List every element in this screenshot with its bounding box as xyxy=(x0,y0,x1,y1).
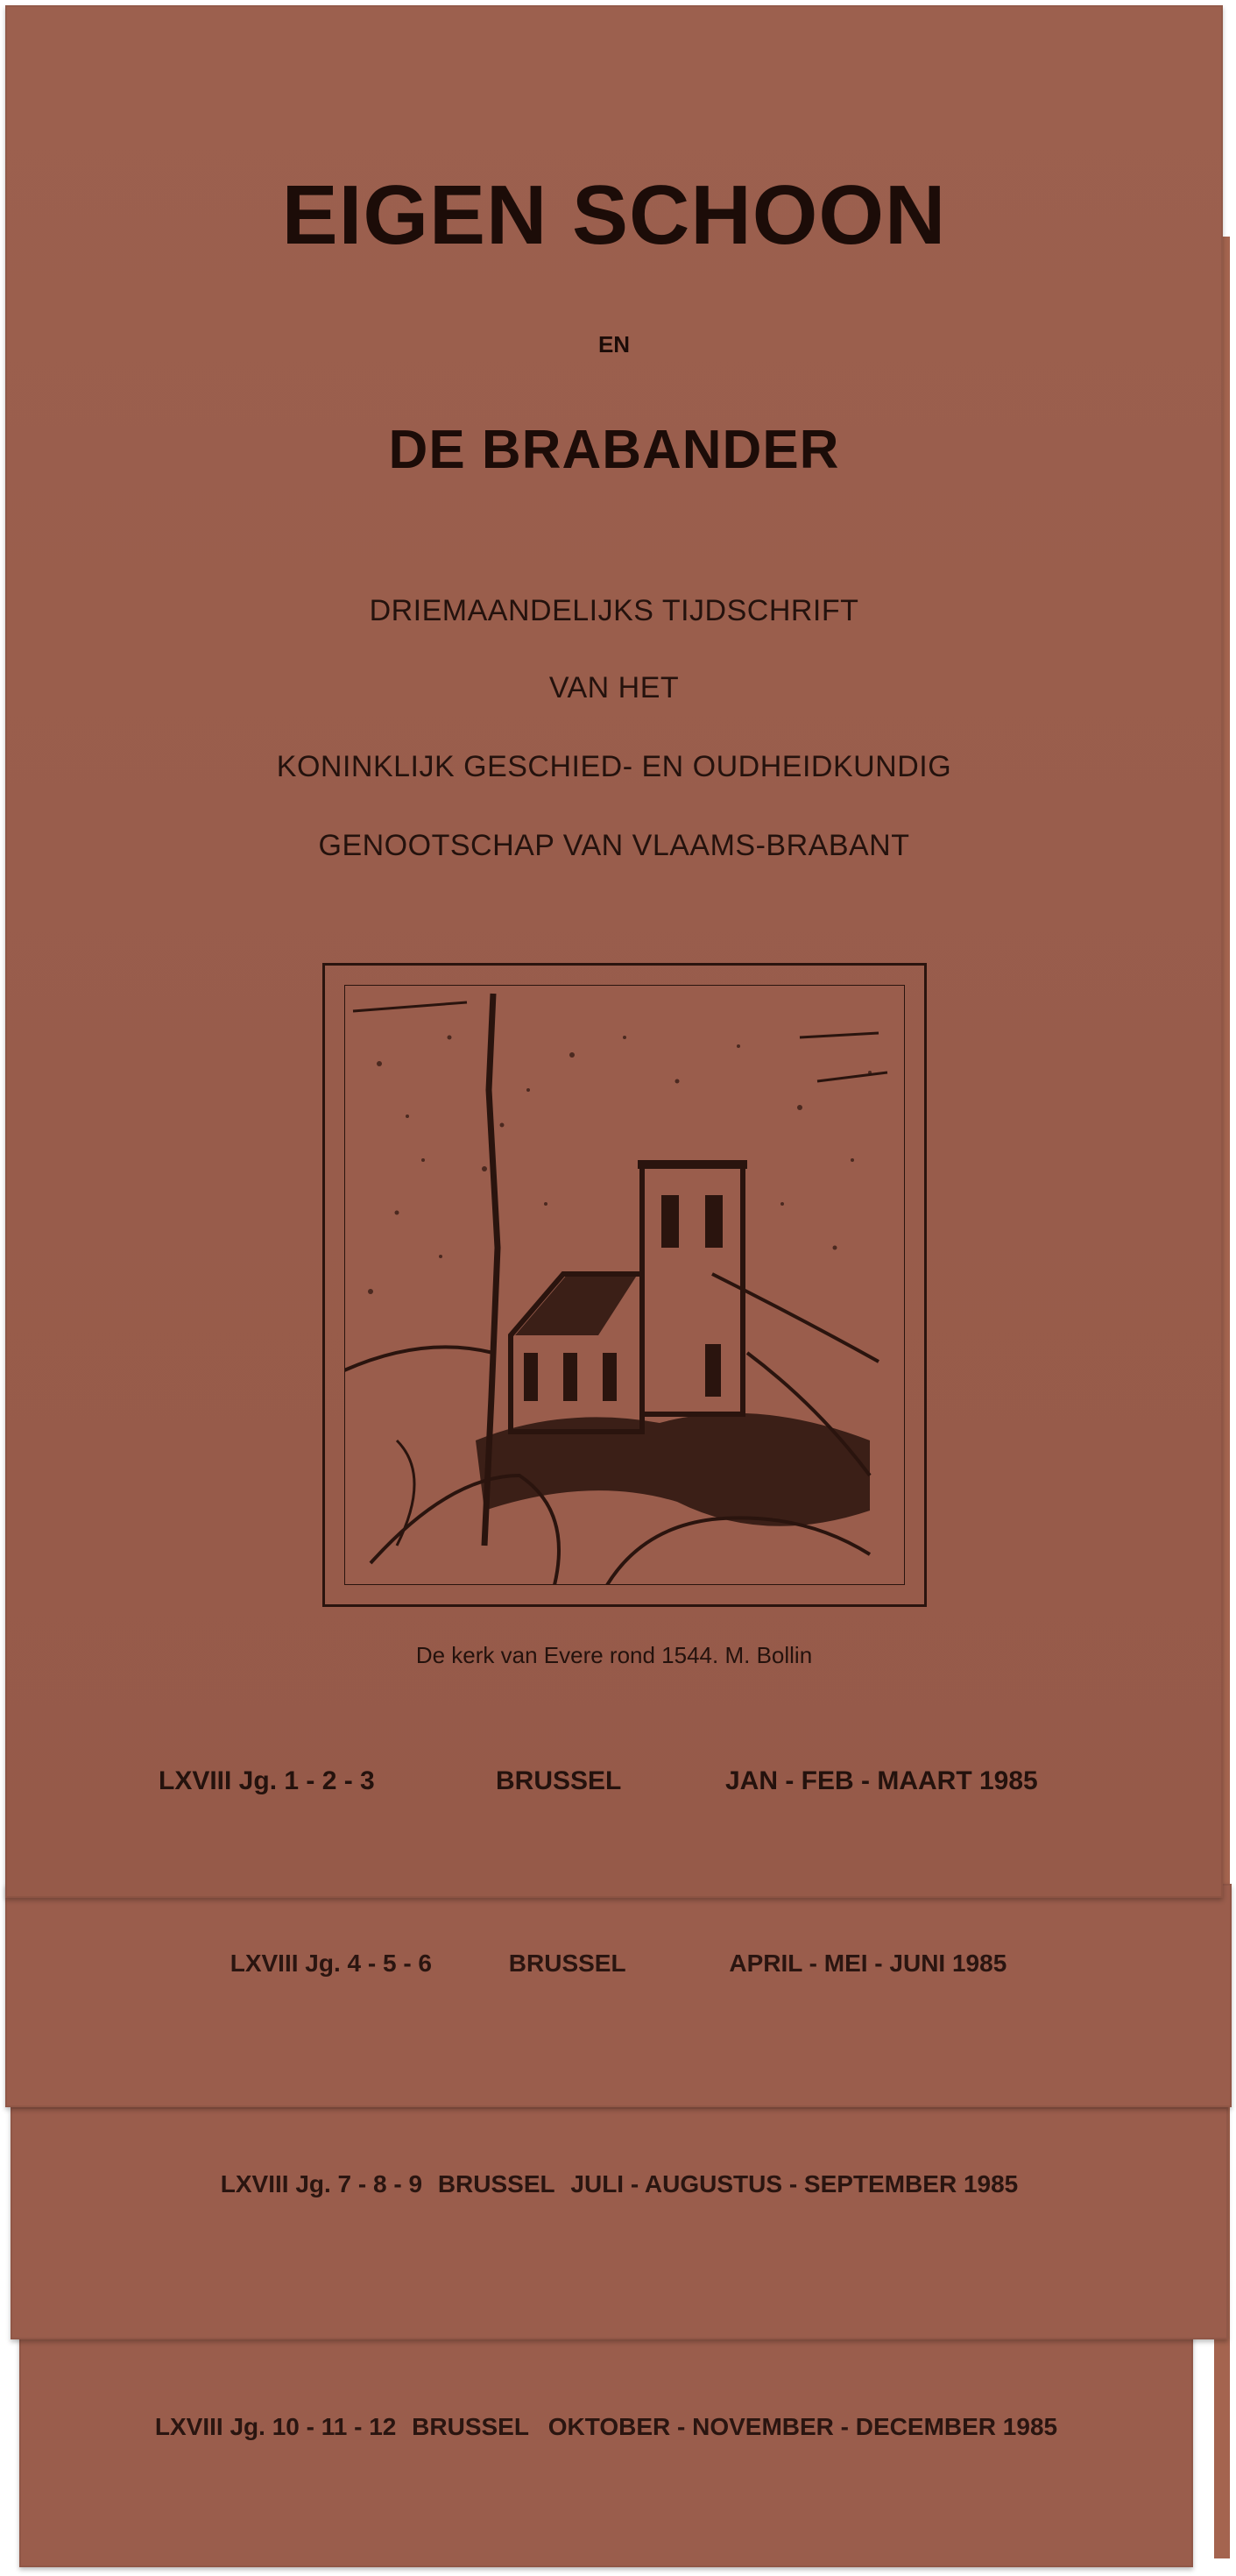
issue-city: BRUSSEL xyxy=(508,1950,626,1977)
issue-volume: LXVIII Jg. 1 - 2 - 3 xyxy=(159,1766,375,1795)
issue-volume: LXVIII Jg. 4 - 5 - 6 xyxy=(230,1950,433,1977)
description-line-3: KONINKLIJK GESCHIED- EN OUDHEIDKUNDIG xyxy=(276,750,952,783)
issue-strip-3[interactable] xyxy=(11,2107,1228,2339)
issue-volume: LXVIII Jg. 10 - 11 - 12 xyxy=(154,2413,397,2440)
issue-city: BRUSSEL xyxy=(412,2413,529,2440)
title-conjunction: EN xyxy=(597,331,631,357)
issue-city: BRUSSEL xyxy=(437,2170,555,2197)
church-etching xyxy=(322,963,927,1607)
issue-strip-2[interactable] xyxy=(5,1884,1232,2107)
issue-period: JULI - AUGUSTUS - SEPTEMBER 1985 xyxy=(570,2170,1019,2197)
issue-strip-2-footer xyxy=(5,1950,1232,1978)
issue-city: BRUSSEL xyxy=(496,1766,622,1795)
magazine-title: EIGEN SCHOON xyxy=(281,168,947,262)
issue-strip-4-footer xyxy=(19,2413,1193,2441)
description-line-4: GENOOTSCHAP VAN VLAAMS-BRABANT xyxy=(318,829,910,862)
description-line-2: VAN HET xyxy=(548,671,680,704)
issue-strip-3-footer xyxy=(11,2170,1228,2198)
magazine-subtitle: DE BRABANDER xyxy=(388,420,840,480)
issue-period: JAN - FEB - MAART 1985 xyxy=(725,1766,1038,1795)
issue-strip-4[interactable] xyxy=(19,2332,1193,2567)
church-etching-drawing xyxy=(344,985,905,1585)
issue-period: OKTOBER - NOVEMBER - DECEMBER 1985 xyxy=(547,2413,1058,2440)
description-line-1: DRIEMAANDELIJKS TIJDSCHRIFT xyxy=(369,594,859,627)
issue-period: APRIL - MEI - JUNI 1985 xyxy=(729,1950,1007,1977)
illustration-caption: De kerk van Evere rond 1544. M. Bollin xyxy=(415,1642,813,1668)
front-cover[interactable] xyxy=(5,5,1223,1898)
issue-volume: LXVIII Jg. 7 - 8 - 9 xyxy=(220,2170,423,2197)
